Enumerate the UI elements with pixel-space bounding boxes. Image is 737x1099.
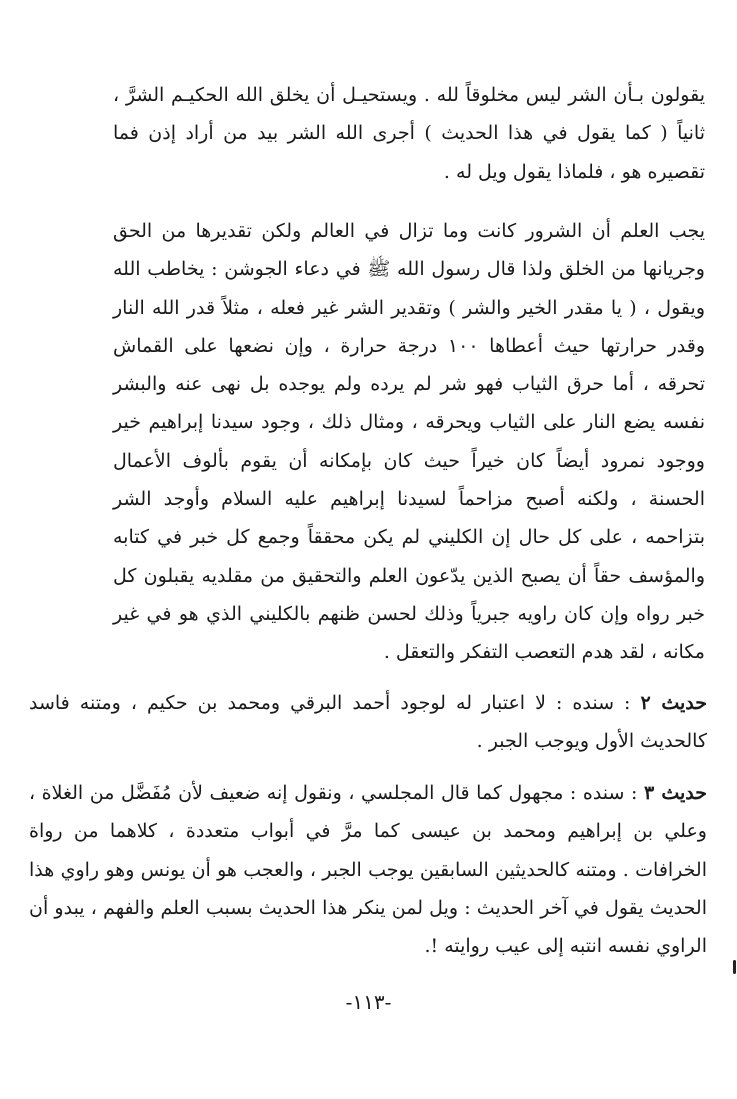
hadith-2-label: حديث ٢	[640, 692, 707, 714]
hadith-3-label: حديث ٣	[643, 782, 707, 804]
hadith-2-text: سنده : لا اعتبار له لوجود أحمد البرقي ومحمد بن حكيم ، ومتنه فاسد كالحديث الأول ويوجب الجبر .	[29, 692, 707, 753]
hadith-3-body	[29, 774, 707, 965]
hadith-2-body	[29, 684, 707, 761]
hadith-2-separator: :	[614, 692, 641, 714]
hadith-3-entry	[29, 774, 707, 965]
paragraph-2: يجب العلم أن الشرور كانت وما تزال في العالم ولكن تقديرها من الحق وجريانها من الخلق ولذا قال رسول الله ﷺ في دعاء الجوشن : يخاطب الله ويقول ، ( يا مقدر الخير والشر ) وتقدير الشر غير فعله ، مثلاً قدر الله النار وقدر حرارتها حيث أعطاها ١٠٠ درجة حرارة ، وإن نضعها على القماش تحرقه ، أما حرق الثياب فهو شر لم يرده ولم يوجده بل نهى عنه والبشر نفسه يضع النار على الثياب ويحرقه ، ومثال ذلك ، وجود سيدنا إبراهيم خير ووجود نمرود أيضاً كان خيراً حيث كان بإمكانه أن يقوم بألوف الأعمال الحسنة ، ولكنه أصبح مزاحماً لسيدنا إبراهيم عليه السلام وأوجد الشر بتزاحمه ، على كل حال إن الكليني لم يكن محققاً وجمع كل خبر في كتابه والمؤسف حقاً أن يصبح الذين يدّعون العلم والتحقيق من مقلديه يقبلون كل خبر رواه وإن كان راويه جبرياً وذلك لحسن ظنهم بالكليني الذي هو في غير مكانه ، لقد هدم التعصب التفكر والتعقل .	[113, 220, 705, 664]
hadith-2-entry	[29, 684, 707, 761]
hadith-3-separator: :	[624, 782, 644, 804]
page-number: -١١٣-	[345, 990, 392, 1014]
paragraph-1: يقولون بـأن الشر ليس مخلوقاً لله . ويستحيـل أن يخلق الله الحكيـم الشرَّ ، ثانياً ( كما يقول في هذا الحديث ) أجرى الله الشر بيد من أراد إذن فما تقصيره هو ، فلماذا يقول ويل له .	[113, 84, 705, 183]
hadith-3-text: سنده : مجهول كما قال المجلسي ، ونقول إنه ضعيف لأن مُفَضَّل من الغلاة ، وعلي بن إبراهيم ومحمد بن عيسى كما مرَّ في أبواب متعددة ، كلاهما من رواة الخرافات . ومتنه كالحديثين السابقين يوجب الجبر ، والعجب هو أن يونس وهو راوي هذا الحديث يقول في آخر الحديث : ويل لمن ينكر هذا الحديث بسبب العلم والفهم ، يبدو أن الراوي نفسه انتبه إلى عيب روايته !.	[29, 782, 707, 958]
scan-edge-mark	[733, 960, 736, 974]
